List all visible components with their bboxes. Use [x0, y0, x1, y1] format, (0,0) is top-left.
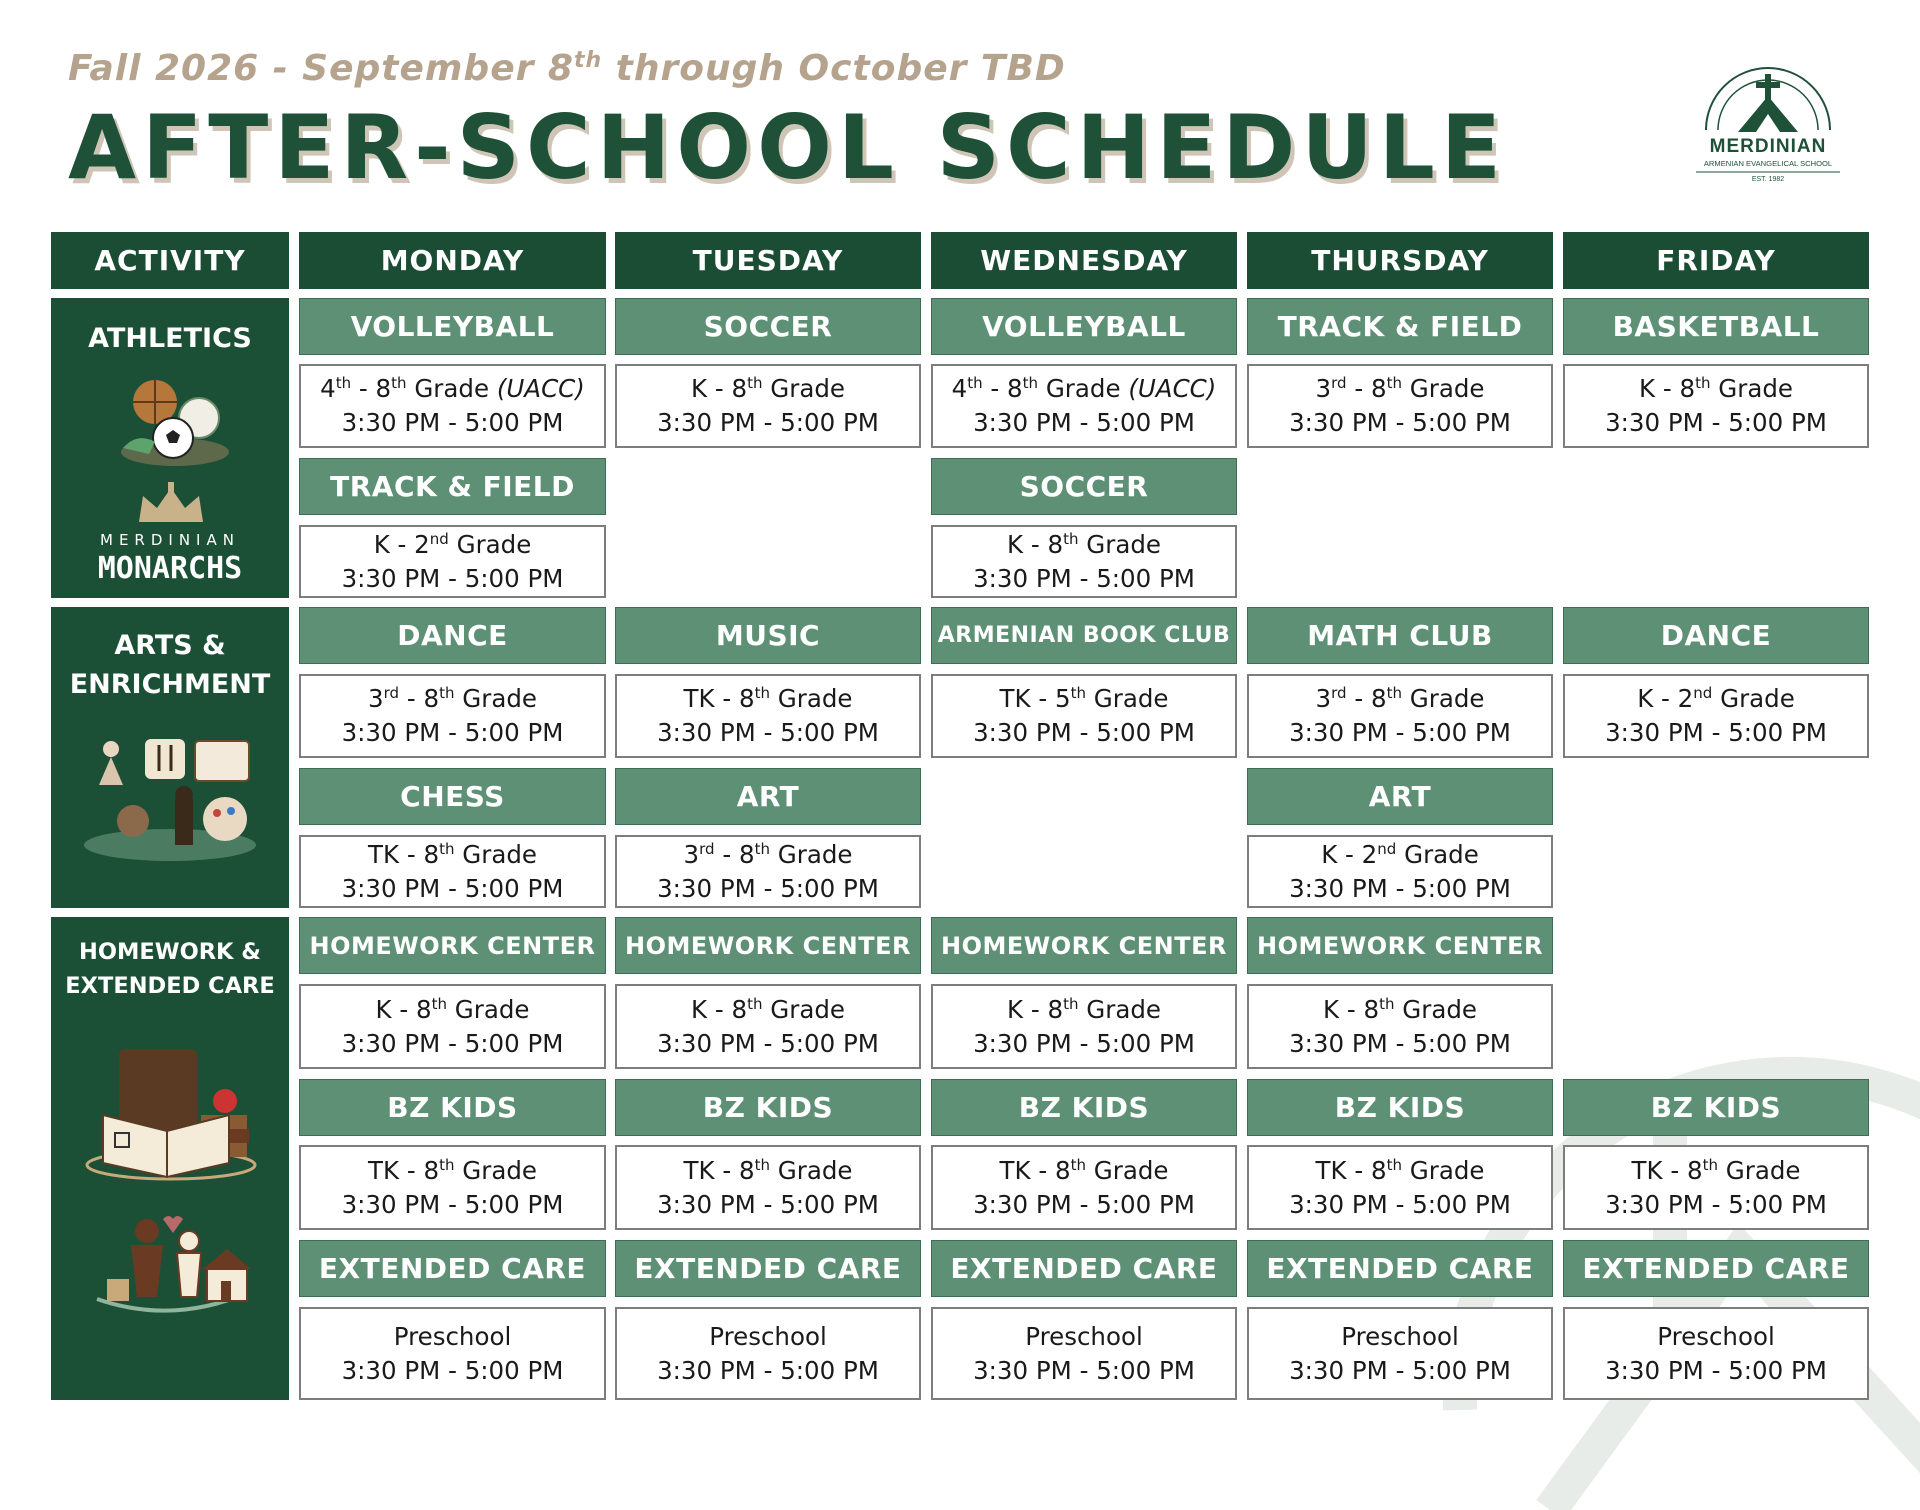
grade-text: K - 8th Grade: [691, 994, 845, 1024]
sports-balls-icon: [115, 372, 235, 472]
info-homework-monday: [299, 984, 606, 1069]
info-extcare-monday: [299, 1307, 606, 1400]
grade-text: 3rd - 8th Grade: [1315, 684, 1485, 714]
header-activity: ACTIVITY: [51, 232, 289, 289]
activity-volleyball-wednesday: VOLLEYBALL: [931, 298, 1237, 355]
activity-extcare-wednesday: EXTENDED CARE: [931, 1240, 1237, 1297]
time-text: 3:30 PM - 5:00 PM: [1289, 1355, 1511, 1385]
category-homework-label-2: EXTENDED CARE: [65, 973, 275, 999]
info-art-thursday: [1247, 835, 1553, 908]
info-soccer-wednesday: [931, 525, 1237, 598]
info-bzkids-monday: [299, 1145, 606, 1230]
time-text: 3:30 PM - 5:00 PM: [1605, 718, 1827, 747]
grade-text: K - 2nd Grade: [1637, 684, 1795, 714]
time-text: 3:30 PM - 5:00 PM: [341, 873, 564, 903]
time-text: 3:30 PM - 5:00 PM: [657, 1028, 879, 1058]
activity-soccer-wednesday: SOCCER: [931, 458, 1237, 515]
time-text: 3:30 PM - 5:00 PM: [1289, 718, 1511, 747]
grade-text: TK - 8th Grade: [683, 684, 853, 714]
header-wednesday: WEDNESDAY: [931, 232, 1237, 289]
header-thursday: THURSDAY: [1247, 232, 1553, 289]
activity-basketball-friday: BASKETBALL: [1563, 298, 1869, 355]
time-text: 3:30 PM - 5:00 PM: [973, 718, 1195, 747]
info-extcare-wednesday: [931, 1307, 1237, 1400]
grade-text: TK - 8th Grade: [1631, 1155, 1801, 1185]
activity-volleyball-monday: VOLLEYBALL: [299, 298, 606, 355]
info-track-thursday: [1247, 364, 1553, 448]
time-text: 3:30 PM - 5:00 PM: [1289, 1028, 1511, 1058]
grade-text: 3rd - 8th Grade: [683, 839, 853, 869]
time-text: 3:30 PM - 5:00 PM: [657, 718, 879, 747]
time-text: 3:30 PM - 5:00 PM: [1289, 408, 1511, 437]
grade-text: K - 8th Grade: [1323, 994, 1477, 1024]
time-text: 3:30 PM - 5:00 PM: [657, 1355, 879, 1385]
activity-art-thursday: ART: [1247, 768, 1553, 825]
info-bzkids-tuesday: [615, 1145, 921, 1230]
activity-extcare-monday: EXTENDED CARE: [299, 1240, 606, 1297]
info-music-tuesday: [615, 674, 921, 758]
activity-dance-monday: DANCE: [299, 607, 606, 664]
activity-bzkids-wednesday: BZ KIDS: [931, 1079, 1237, 1136]
activity-art-tuesday: ART: [615, 768, 921, 825]
grade-text: Preschool: [1341, 1321, 1459, 1351]
time-text: 3:30 PM - 5:00 PM: [973, 1189, 1195, 1219]
time-text: 3:30 PM - 5:00 PM: [341, 408, 564, 437]
time-text: 3:30 PM - 5:00 PM: [1605, 1355, 1827, 1385]
info-chess-monday: [299, 835, 606, 908]
activity-homework-tuesday: HOMEWORK CENTER: [615, 917, 921, 974]
info-homework-wednesday: [931, 984, 1237, 1069]
time-text: 3:30 PM - 5:00 PM: [973, 1355, 1195, 1385]
time-text: 3:30 PM - 5:00 PM: [341, 1189, 564, 1219]
activity-book-club-wednesday: ARMENIAN BOOK CLUB: [931, 607, 1237, 664]
activity-dance-friday: DANCE: [1563, 607, 1869, 664]
info-bzkids-friday: [1563, 1145, 1869, 1230]
category-athletics-label: ATHLETICS: [88, 323, 252, 354]
time-text: 3:30 PM - 5:00 PM: [973, 408, 1195, 437]
info-dance-friday: [1563, 674, 1869, 758]
activity-bzkids-monday: BZ KIDS: [299, 1079, 606, 1136]
grade-text: TK - 8th Grade: [368, 1155, 537, 1185]
grade-text: Preschool: [1657, 1321, 1775, 1351]
family-house-icon: [87, 1213, 257, 1325]
books-icon: [79, 1045, 259, 1183]
time-text: 3:30 PM - 5:00 PM: [1605, 408, 1827, 437]
activity-bzkids-friday: BZ KIDS: [1563, 1079, 1869, 1136]
grade-text: K - 2nd Grade: [1321, 839, 1479, 869]
category-arts-label-1: ARTS &: [114, 630, 226, 661]
category-arts: [51, 607, 289, 908]
activity-homework-wednesday: HOMEWORK CENTER: [931, 917, 1237, 974]
svg-text:MERDINIAN: MERDINIAN: [1709, 136, 1827, 157]
category-homework: [51, 917, 289, 1400]
activity-homework-thursday: HOMEWORK CENTER: [1247, 917, 1553, 974]
grade-text: K - 8th Grade: [691, 374, 845, 404]
crown-icon: [135, 482, 207, 526]
grade-text: Preschool: [393, 1321, 512, 1351]
activity-bzkids-thursday: BZ KIDS: [1247, 1079, 1553, 1136]
time-text: 3:30 PM - 5:00 PM: [973, 563, 1195, 593]
time-text: 3:30 PM - 5:00 PM: [973, 1028, 1195, 1058]
grade-text: Preschool: [1025, 1321, 1143, 1351]
time-text: 3:30 PM - 5:00 PM: [1605, 1189, 1827, 1219]
header-friday: FRIDAY: [1563, 232, 1869, 289]
info-art-tuesday: [615, 835, 921, 908]
school-logo: [1682, 52, 1854, 184]
activity-math-club-thursday: MATH CLUB: [1247, 607, 1553, 664]
header-tuesday: TUESDAY: [615, 232, 921, 289]
svg-text:ARMENIAN EVANGELICAL SCHOOL: ARMENIAN EVANGELICAL SCHOOL: [1703, 159, 1833, 168]
info-basketball-friday: [1563, 364, 1869, 448]
activity-extcare-thursday: EXTENDED CARE: [1247, 1240, 1553, 1297]
time-text: 3:30 PM - 5:00 PM: [657, 873, 879, 903]
info-track-monday: [299, 525, 606, 598]
header-monday: MONDAY: [299, 232, 606, 289]
info-extcare-thursday: [1247, 1307, 1553, 1400]
info-volleyball-wednesday: [931, 364, 1237, 448]
category-arts-label-2: ENRICHMENT: [69, 669, 271, 700]
info-bzkids-wednesday: [931, 1145, 1237, 1230]
grade-text: TK - 8th Grade: [999, 1155, 1169, 1185]
grade-text: K - 8th Grade: [1007, 529, 1161, 559]
time-text: 3:30 PM - 5:00 PM: [1289, 873, 1511, 903]
svg-text:EST. 1982: EST. 1982: [1751, 176, 1785, 183]
grade-text: TK - 8th Grade: [683, 1155, 853, 1185]
time-text: 3:30 PM - 5:00 PM: [657, 1189, 879, 1219]
info-homework-tuesday: [615, 984, 921, 1069]
activity-bzkids-tuesday: BZ KIDS: [615, 1079, 921, 1136]
activity-soccer-tuesday: SOCCER: [615, 298, 921, 355]
info-extcare-friday: [1563, 1307, 1869, 1400]
grade-text: TK - 8th Grade: [1315, 1155, 1485, 1185]
activity-track-thursday: TRACK & FIELD: [1247, 298, 1553, 355]
arts-enrichment-icon: [75, 725, 265, 865]
grade-text: K - 2nd Grade: [373, 529, 532, 559]
info-math-club-thursday: [1247, 674, 1553, 758]
time-text: 3:30 PM - 5:00 PM: [341, 1028, 564, 1058]
category-homework-label-1: HOMEWORK &: [79, 939, 261, 965]
grade-text: K - 8th Grade: [1639, 374, 1793, 404]
monarchs-top: MERDINIAN: [100, 531, 240, 549]
grade-text: 3rd - 8th Grade: [368, 684, 537, 714]
info-homework-thursday: [1247, 984, 1553, 1069]
activity-extcare-friday: EXTENDED CARE: [1563, 1240, 1869, 1297]
grade-text: K - 8th Grade: [1007, 994, 1161, 1024]
category-athletics: [51, 298, 289, 598]
info-book-club-wednesday: [931, 674, 1237, 758]
grade-text: 4th - 8th Grade (UACC): [320, 374, 585, 404]
grade-text: 3rd - 8th Grade: [1315, 374, 1485, 404]
activity-music-tuesday: MUSIC: [615, 607, 921, 664]
time-text: 3:30 PM - 5:00 PM: [341, 718, 564, 747]
grade-text: TK - 5th Grade: [999, 684, 1169, 714]
activity-chess-monday: CHESS: [299, 768, 606, 825]
activity-homework-monday: HOMEWORK CENTER: [299, 917, 606, 974]
grade-text: K - 8th Grade: [375, 994, 530, 1024]
time-text: 3:30 PM - 5:00 PM: [341, 1355, 564, 1385]
time-text: 3:30 PM - 5:00 PM: [1289, 1189, 1511, 1219]
info-soccer-tuesday: [615, 364, 921, 448]
info-bzkids-thursday: [1247, 1145, 1553, 1230]
schedule-subtitle: Fall 2026 - September 8th through October TBD: [68, 48, 1066, 89]
info-dance-monday: [299, 674, 606, 758]
monarchs-bottom: MONARCHS: [97, 551, 243, 586]
info-volleyball-monday: [299, 364, 606, 448]
info-extcare-tuesday: [615, 1307, 921, 1400]
page-title: AFTER-SCHOOL SCHEDULE: [68, 96, 1507, 199]
activity-track-monday: TRACK & FIELD: [299, 458, 606, 515]
time-text: 3:30 PM - 5:00 PM: [657, 408, 879, 437]
grade-text: TK - 8th Grade: [368, 839, 537, 869]
activity-extcare-tuesday: EXTENDED CARE: [615, 1240, 921, 1297]
grade-text: 4th - 8th Grade (UACC): [951, 374, 1217, 404]
grade-text: Preschool: [709, 1321, 827, 1351]
time-text: 3:30 PM - 5:00 PM: [341, 563, 564, 593]
